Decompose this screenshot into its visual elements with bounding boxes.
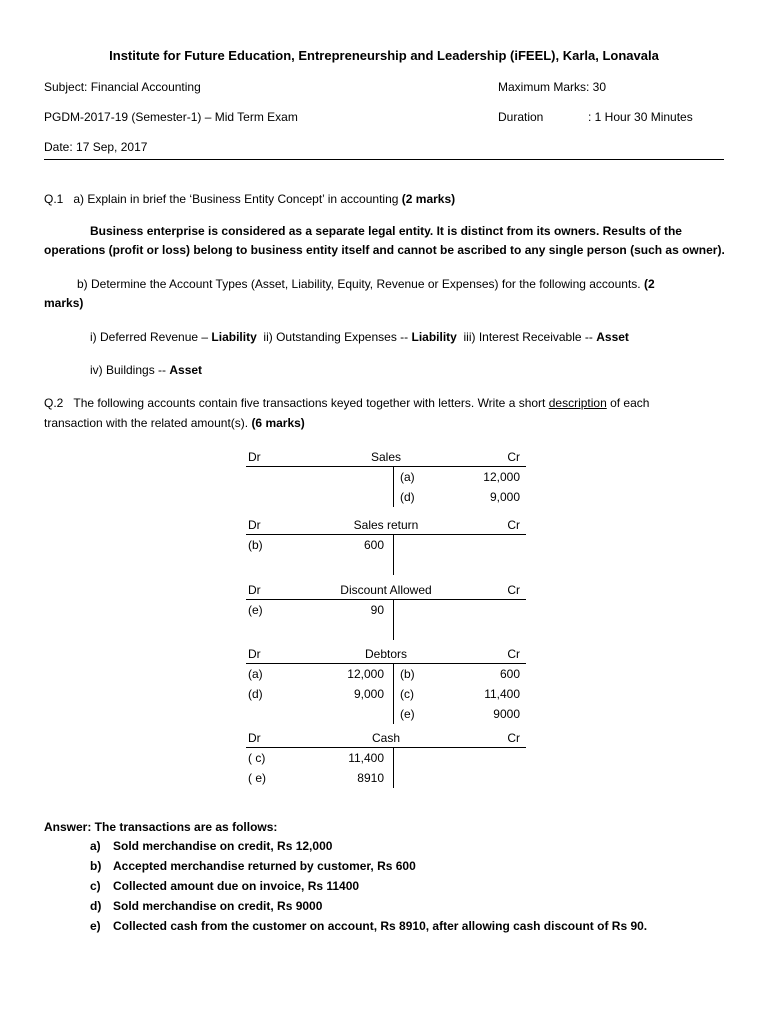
item-1-text: i) Deferred Revenue – — [90, 330, 212, 344]
t-account-debtors — [246, 645, 526, 724]
answer-text: Sold merchandise on credit, Rs 9000 — [113, 899, 323, 913]
debit-amount: 8910 — [357, 771, 384, 785]
t-account-row — [246, 704, 526, 724]
credit-ref: (d) — [400, 490, 415, 504]
t-account-header — [246, 448, 526, 467]
dr-label: Dr — [248, 731, 261, 745]
answer-letter: a) — [90, 839, 101, 853]
debit-amount: 600 — [363, 538, 384, 552]
credit-amount: 9000 — [493, 707, 520, 721]
cr-label: Cr — [507, 583, 520, 597]
debit-amount: 12,000 — [347, 667, 384, 681]
credit-ref: (a) — [400, 470, 415, 484]
dr-label: Dr — [248, 518, 261, 532]
item-2-answer: Liability — [411, 330, 457, 344]
t-account-body — [246, 748, 526, 788]
credit-ref: (c) — [400, 687, 414, 701]
answer-letter: d) — [90, 899, 102, 913]
duration-value: : 1 Hour 30 Minutes — [588, 110, 693, 124]
t-account-sales — [246, 448, 526, 507]
t-account-body — [246, 467, 526, 507]
t-account-header — [246, 645, 526, 664]
answer-text: Collected cash from the customer on account, Rs 8910, after allowing cash discount of Rs 90. — [113, 919, 648, 933]
credit-amount: 9,000 — [489, 490, 520, 504]
debit-amount: 90 — [370, 603, 384, 617]
credit-amount: 12,000 — [483, 470, 520, 484]
answer-letter: c) — [90, 879, 101, 893]
t-account-sales-return — [246, 516, 526, 575]
account-name: Debtors — [364, 647, 408, 661]
q2-text-post: of each — [606, 396, 650, 410]
debit-ref: (a) — [248, 667, 263, 681]
answer-heading: Answer: The transactions are as follows: — [44, 820, 278, 834]
dr-label: Dr — [248, 450, 261, 464]
q2-text-pre: The following accounts contain five transactions keyed together with letters. Write a short — [73, 396, 549, 410]
t-account-row — [246, 487, 526, 507]
item-4-answer: Asset — [169, 363, 203, 377]
header-divider — [44, 159, 724, 160]
q1-a-text: a) Explain in brief the ‘Business Entity Concept’ in accounting — [73, 192, 402, 206]
item-4-text: iv) Buildings -- — [90, 363, 170, 377]
account-name: Discount Allowed — [340, 583, 432, 597]
subject: Subject: Financial Accounting — [44, 80, 201, 94]
credit-amount: 11,400 — [484, 687, 520, 701]
debit-ref: (b) — [248, 538, 263, 552]
exam-date: Date: 17 Sep, 2017 — [44, 140, 148, 154]
t-account-row — [246, 684, 526, 704]
q1-b-marks-2: marks) — [44, 296, 84, 310]
q1-b-question — [77, 277, 655, 291]
dr-label: Dr — [248, 583, 261, 597]
q1-b-marks-1: (2 — [643, 277, 655, 291]
t-account-row — [246, 535, 526, 555]
answer-text: Collected amount due on invoice, Rs 11400 — [113, 879, 360, 893]
t-account-header — [246, 516, 526, 535]
credit-ref: (e) — [400, 707, 415, 721]
cr-label: Cr — [507, 731, 520, 745]
q2-marks: (6 marks) — [251, 416, 305, 430]
debit-ref: (e) — [248, 603, 263, 617]
account-name: Cash — [371, 731, 400, 745]
dr-label: Dr — [248, 647, 261, 661]
t-account-row — [246, 467, 526, 487]
q1-a-marks: (2 marks) — [401, 192, 456, 206]
answer-letter: b) — [90, 859, 102, 873]
q1-a-question — [44, 192, 455, 206]
t-account-header — [246, 581, 526, 600]
debit-amount: 11,400 — [348, 751, 384, 765]
answer-text: Accepted merchandise returned by customer, Rs 600 — [113, 859, 416, 873]
debit-ref: ( c) — [248, 751, 266, 765]
q1-b-items-line1 — [90, 330, 629, 344]
q2-question-line1 — [44, 396, 649, 410]
answer-letter: e) — [90, 919, 101, 933]
cr-label: Cr — [507, 647, 520, 661]
answer-item-a — [90, 839, 332, 853]
t-account-body — [246, 664, 526, 724]
t-account-body — [246, 600, 526, 640]
answer-item-c — [90, 879, 359, 893]
item-2-text: ii) Outstanding Expenses -- — [263, 330, 412, 344]
debit-ref: ( e) — [248, 771, 266, 785]
answer-item-e — [90, 919, 647, 933]
account-name: Sales — [370, 450, 402, 464]
item-3-text: iii) Interest Receivable -- — [463, 330, 597, 344]
t-account-row — [246, 748, 526, 768]
t-account-discount-allowed — [246, 581, 526, 640]
t-account-header — [246, 729, 526, 748]
q1-a-answer-line2: operations (profit or loss) belong to business entity itself and cannot be ascribed to any single person (such as owner). — [44, 243, 725, 257]
q2-number: Q.2 — [44, 396, 64, 410]
t-account-cash — [246, 729, 526, 788]
item-3-answer: Asset — [596, 330, 629, 344]
q1-b-text: b) Determine the Account Types (Asset, Liability, Equity, Revenue or Expenses) for the following accounts. — [77, 277, 644, 291]
cr-label: Cr — [507, 518, 520, 532]
answer-item-d — [90, 899, 322, 913]
institute-title: Institute for Future Education, Entrepreneurship and Leadership (iFEEL), Karla, Lonavala — [109, 48, 659, 63]
q1-number: Q.1 — [44, 192, 64, 206]
answer-text: Sold merchandise on credit, Rs 12,000 — [113, 839, 333, 853]
max-marks: Maximum Marks: 30 — [498, 80, 607, 94]
t-account-body — [246, 535, 526, 575]
q1-b-items-line2 — [90, 363, 202, 377]
credit-amount: 600 — [499, 667, 520, 681]
t-account-row — [246, 600, 526, 620]
duration-label: Duration — [498, 110, 544, 124]
t-account-row — [246, 768, 526, 788]
debit-ref: (d) — [248, 687, 263, 701]
item-1-answer: Liability — [211, 330, 257, 344]
q2-text-underlined: description — [548, 396, 607, 410]
q2-text-line2: transaction with the related amount(s). — [44, 416, 252, 430]
answer-item-b — [90, 859, 416, 873]
program: PGDM-2017-19 (Semester-1) – Mid Term Exam — [44, 110, 298, 124]
q1-a-answer-line1: Business enterprise is considered as a separate legal entity. It is distinct from its owners. Results of the — [90, 224, 682, 238]
debit-amount: 9,000 — [353, 687, 384, 701]
account-name: Sales return — [353, 518, 419, 532]
credit-ref: (b) — [400, 667, 415, 681]
cr-label: Cr — [507, 450, 520, 464]
t-account-row — [246, 664, 526, 684]
q2-question-line2 — [44, 416, 305, 430]
